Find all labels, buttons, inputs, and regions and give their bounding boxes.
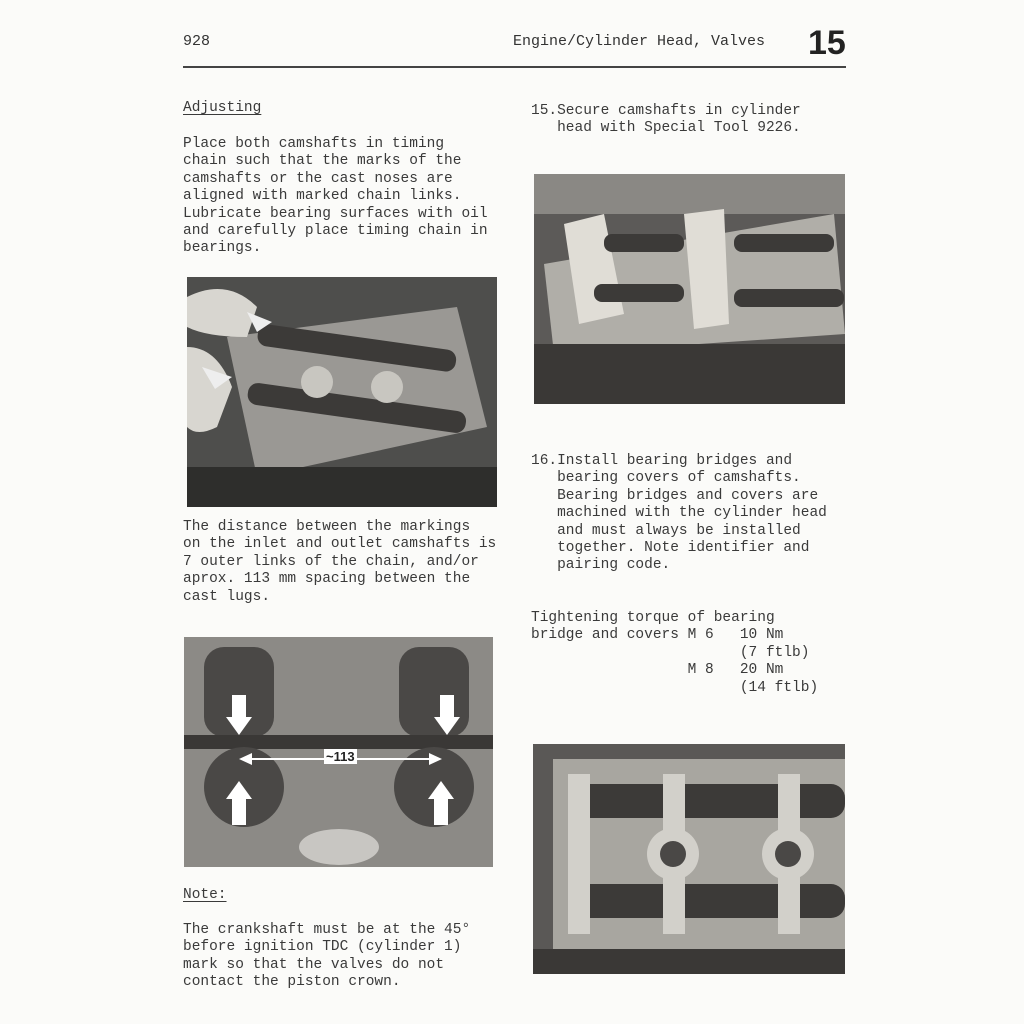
text-line: camshafts or the cast noses are xyxy=(183,170,453,187)
header-rule xyxy=(183,66,846,68)
adjusting-paragraph xyxy=(183,136,488,258)
text-line: and must always be installed xyxy=(531,522,801,539)
text-line: 16.Install bearing bridges and xyxy=(531,453,793,469)
text-line: 7 outer links of the chain, and/or xyxy=(183,553,479,570)
text-line: aprox. 113 mm spacing between the xyxy=(183,571,471,588)
photo-special-tool xyxy=(534,174,845,404)
text-line: cast lugs. xyxy=(183,588,271,605)
text-line: (7 ftlb) xyxy=(531,644,810,661)
text-line: The distance between the markings xyxy=(183,519,471,535)
photo-camshafts-in-chain xyxy=(187,277,497,507)
photo-marking-distance xyxy=(184,637,493,867)
note-paragraph xyxy=(183,922,470,992)
text-line: Lubricate bearing surfaces with oil xyxy=(183,205,488,222)
text-line: M 8 20 Nm xyxy=(531,662,784,679)
text-line: Bearing bridges and covers are xyxy=(531,487,819,504)
text-line: on the inlet and outlet camshafts is xyxy=(183,536,497,553)
photo-bearing-bridges xyxy=(533,744,845,974)
adjusting-heading: Adjusting xyxy=(183,100,262,116)
text-line: bearings. xyxy=(183,240,262,257)
step-15 xyxy=(531,103,801,138)
text-line: 15.Secure camshafts in cylinder xyxy=(531,103,801,119)
section-number: 15 xyxy=(808,24,846,62)
text-line: mark so that the valves do not xyxy=(183,956,445,973)
text-line: bearing covers of camshafts. xyxy=(531,470,801,487)
text-line: aligned with marked chain links. xyxy=(183,188,462,205)
text-line: The crankshaft must be at the 45° xyxy=(183,922,471,938)
page-title: Engine/Cylinder Head, Valves xyxy=(513,33,766,50)
text-line: and carefully place timing chain in xyxy=(183,222,488,239)
text-line: bridge and covers M 6 10 Nm xyxy=(531,627,784,644)
text-line: chain such that the marks of the xyxy=(183,153,462,170)
text-line: pairing code. xyxy=(531,557,671,574)
torque-spec xyxy=(531,610,818,697)
dimension-label: ~113 xyxy=(326,749,355,764)
note-heading: Note: xyxy=(183,887,227,903)
text-line: before ignition TDC (cylinder 1) xyxy=(183,939,462,956)
text-line: contact the piston crown. xyxy=(183,974,401,991)
text-line: (14 ftlb) xyxy=(531,679,819,696)
text-line: Tightening torque of bearing xyxy=(531,610,775,626)
text-line: machined with the cylinder head xyxy=(531,505,827,522)
text-line: head with Special Tool 9226. xyxy=(531,120,801,137)
text-line: Place both camshafts in timing xyxy=(183,136,445,152)
step-16 xyxy=(531,453,827,575)
model-number: 928 xyxy=(183,33,211,50)
distance-paragraph xyxy=(183,519,496,606)
text-line: together. Note identifier and xyxy=(531,539,810,556)
